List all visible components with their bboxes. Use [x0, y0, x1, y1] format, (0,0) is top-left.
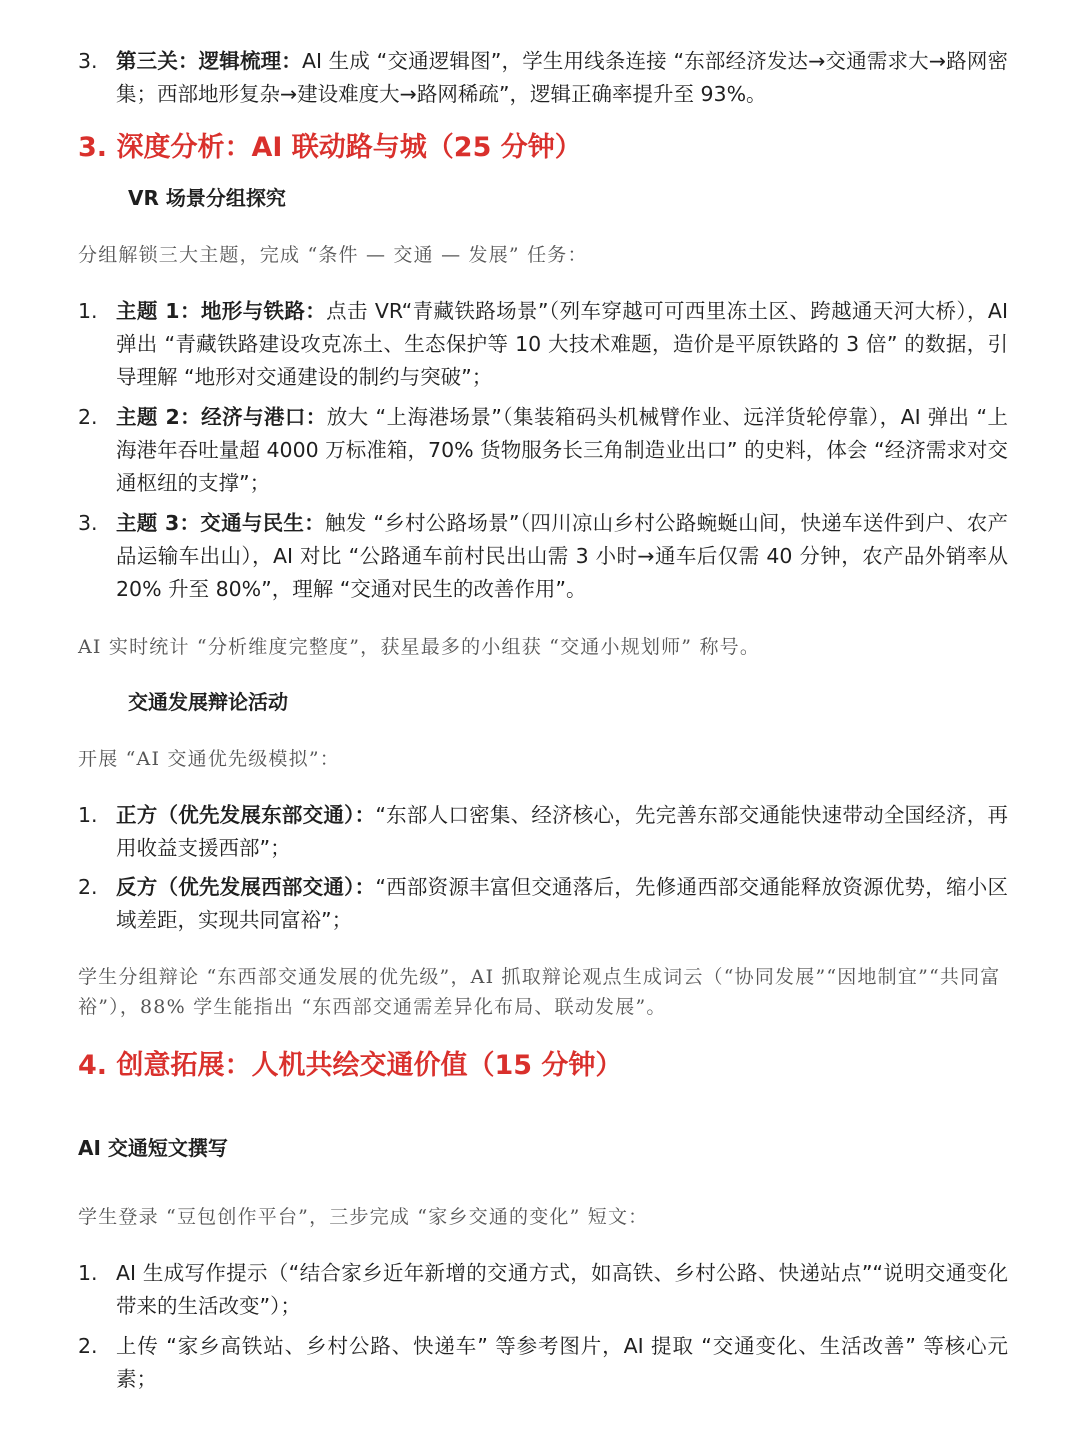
intro-paragraph: 开展 “AI 交通优先级模拟”： — [78, 748, 340, 770]
list-item-label: 主题 3：交通与民生： — [116, 511, 325, 535]
list-number: 1. — [78, 299, 98, 323]
list-number: 2. — [78, 405, 98, 429]
list-item — [78, 1330, 1008, 1396]
list-item-body — [116, 401, 1008, 500]
list-item-text: “东部人口密集、经济核心，先完善东部交通能快速带动全国经济，再用收益支援西部”； — [116, 803, 1008, 860]
list-item-body — [116, 45, 1008, 111]
list-number: 3. — [78, 49, 98, 73]
list-item — [78, 401, 1008, 500]
list-number: 1. — [78, 1261, 98, 1285]
list-item — [78, 507, 1008, 606]
subheading-vr-group: VR 场景分组探究 — [128, 186, 286, 210]
list-item — [78, 1257, 1008, 1323]
list-item-text: 上传 “家乡高铁站、乡村公路、快递车” 等参考图片，AI 提取 “交通变化、生活改善” 等核心元素； — [116, 1334, 1008, 1391]
list-item — [78, 295, 1008, 394]
list-item-text: 点击 VR“青藏铁路场景”（列车穿越可可西里冻土区、跨越通天河大桥），AI 弹出 “青藏铁路建设攻克冻土、生态保护等 10 大技术难题，造价是平原铁路的 3 倍” 的数据，引导理解 “地形对交通建设的制约与突破”； — [116, 299, 1008, 389]
list-number: 3. — [78, 511, 98, 535]
list-item-text: AI 生成写作提示（“结合家乡近年新增的交通方式，如高铁、乡村公路、快递站点”“说明交通变化带来的生活改变”）； — [116, 1261, 1008, 1318]
list-number: 1. — [78, 803, 98, 827]
list-number: 2. — [78, 1334, 98, 1358]
subheading-debate: 交通发展辩论活动 — [128, 690, 288, 714]
list-item-body — [116, 1330, 1008, 1396]
list-item-label: 正方（优先发展东部交通）： — [116, 803, 376, 827]
list-item-text: 触发 “乡村公路场景”（四川凉山乡村公路蜿蜒山间，快递车送件到户、农产品运输车出山），AI 对比 “公路通车前村民出山需 3 小时→通车后仅需 40 分钟，农产品外销率从 20% 升至 80%”，理解 “交通对民生的改善作用”。 — [116, 511, 1008, 601]
note-paragraph: AI 实时统计 “分析维度完整度”，获星最多的小组获 “交通小规划师” 称号。 — [78, 636, 761, 658]
list-item-body — [116, 1257, 1008, 1323]
list-item — [78, 871, 1008, 937]
list-item-body — [116, 799, 1008, 865]
section-heading-3: 3. 深度分析：AI 联动路与城（25 分钟） — [78, 132, 582, 163]
list-item — [78, 45, 1008, 111]
list-item-label: 主题 2：经济与港口： — [116, 405, 327, 429]
note-paragraph: 学生分组辩论 “东西部交通发展的优先级”，AI 抓取辩论观点生成词云（“协同发展”“因地制宜”“共同富裕”），88% 学生能指出 “东西部交通需差异化布局、联动发展”。 — [78, 966, 1001, 1018]
list-item-body — [116, 871, 1008, 937]
section-heading-4: 4. 创意拓展：人机共绘交通价值（15 分钟） — [78, 1050, 623, 1081]
list-item-text: AI 生成 “交通逻辑图”，学生用线条连接 “东部经济发达→交通需求大→路网密集；西部地形复杂→建设难度大→路网稀疏”，逻辑正确率提升至 93%。 — [116, 49, 1008, 106]
intro-paragraph: 分组解锁三大主题，完成 “条件 — 交通 — 发展” 任务： — [78, 244, 588, 266]
list-item — [78, 799, 1008, 865]
intro-paragraph: 学生登录 “豆包创作平台”，三步完成 “家乡交通的变化” 短文： — [78, 1206, 649, 1228]
list-item-body — [116, 507, 1008, 606]
list-item-label: 反方（优先发展西部交通）： — [116, 875, 376, 899]
list-number: 2. — [78, 875, 98, 899]
list-item-text: 放大 “上海港场景”（集装箱码头机械臂作业、远洋货轮停靠），AI 弹出 “上海港年吞吐量超 4000 万标准箱，70% 货物服务长三角制造业出口” 的史料，体会 “经济需求对交通枢纽的支撑”； — [116, 405, 1008, 495]
list-item-body — [116, 295, 1008, 394]
list-item-label: 第三关：逻辑梳理： — [116, 49, 302, 73]
list-item-text: “西部资源丰富但交通落后，先修通西部交通能释放资源优势，缩小区域差距，实现共同富裕”； — [116, 875, 1008, 932]
list-item-label: 主题 1：地形与铁路： — [116, 299, 327, 323]
subheading-short-essay: AI 交通短文撰写 — [78, 1136, 228, 1160]
